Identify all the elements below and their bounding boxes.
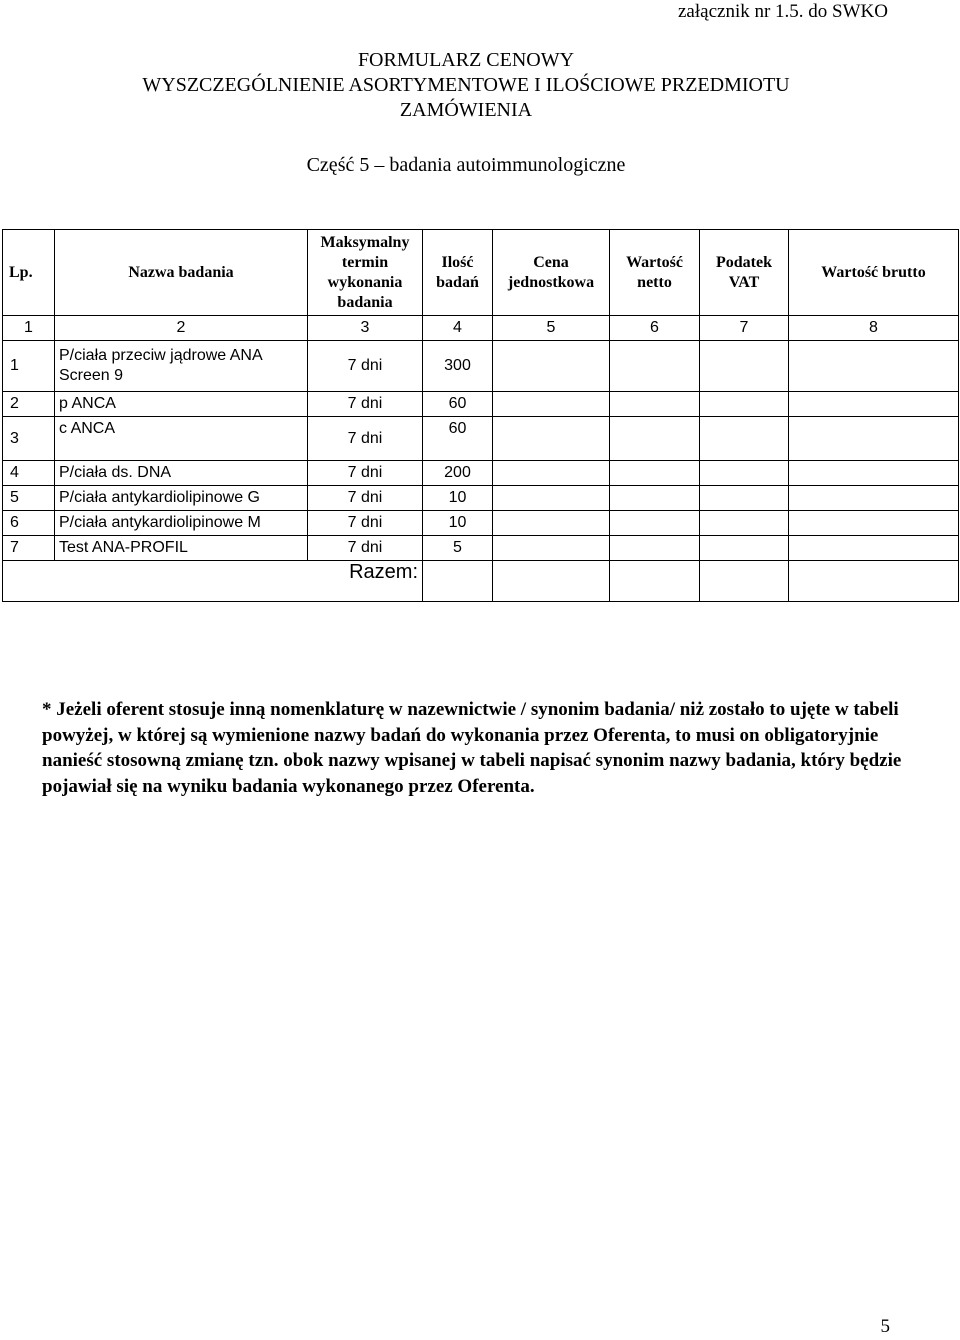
row-term: 7 dni bbox=[308, 461, 423, 486]
table-row bbox=[3, 486, 959, 511]
table-row bbox=[3, 341, 959, 392]
total-vat-cell[interactable] bbox=[700, 561, 789, 602]
row-net-cell[interactable] bbox=[610, 392, 700, 417]
row-gross-cell[interactable] bbox=[789, 392, 959, 417]
row-net-cell[interactable] bbox=[610, 511, 700, 536]
row-term: 7 dni bbox=[308, 417, 423, 461]
row-unit-price-cell[interactable] bbox=[493, 461, 610, 486]
row-net-cell[interactable] bbox=[610, 417, 700, 461]
total-unit-price-cell bbox=[493, 561, 610, 602]
row-lp: 7 bbox=[3, 536, 55, 561]
row-unit-price-cell[interactable] bbox=[493, 341, 610, 392]
row-vat-cell[interactable] bbox=[700, 392, 789, 417]
page-number: 5 bbox=[880, 1316, 890, 1337]
part-title: Część 5 – badania autoimmunologiczne bbox=[306, 154, 626, 176]
form-title-line: ZAMÓWIENIA bbox=[399, 99, 533, 121]
table-row bbox=[3, 392, 959, 417]
row-qty: 200 bbox=[423, 461, 493, 486]
row-net-cell[interactable] bbox=[610, 461, 700, 486]
row-name: P/ciała przeciw jądrowe ANA Screen 9 bbox=[55, 341, 308, 392]
row-qty: 5 bbox=[423, 536, 493, 561]
header-vat: Podatek VAT bbox=[700, 230, 789, 316]
row-gross-cell[interactable] bbox=[789, 536, 959, 561]
row-term: 7 dni bbox=[308, 392, 423, 417]
row-unit-price-cell[interactable] bbox=[493, 417, 610, 461]
column-number-row bbox=[3, 316, 959, 341]
column-number: 5 bbox=[493, 316, 610, 341]
table-row bbox=[3, 461, 959, 486]
column-number: 6 bbox=[610, 316, 700, 341]
form-title-line: WYSZCZEGÓLNIENIE ASORTYMENTOWE I ILOŚCIOWE PRZEDMIOTU bbox=[142, 74, 790, 96]
row-net-cell[interactable] bbox=[610, 341, 700, 392]
column-number: 1 bbox=[3, 316, 55, 341]
header-qty: Ilość badań bbox=[423, 230, 493, 316]
header-unit-price: Cena jednostkowa bbox=[493, 230, 610, 316]
row-qty: 60 bbox=[423, 392, 493, 417]
row-term: 7 dni bbox=[308, 511, 423, 536]
total-gross-cell[interactable] bbox=[789, 561, 959, 602]
column-number: 4 bbox=[423, 316, 493, 341]
row-name: p ANCA bbox=[55, 392, 308, 417]
row-unit-price-cell[interactable] bbox=[493, 486, 610, 511]
row-qty: 300 bbox=[423, 341, 493, 392]
header-gross: Wartość brutto bbox=[789, 230, 959, 316]
row-gross-cell[interactable] bbox=[789, 341, 959, 392]
row-lp: 2 bbox=[3, 392, 55, 417]
header-net: Wartość netto bbox=[610, 230, 700, 316]
row-name: c ANCA bbox=[55, 417, 308, 461]
total-label: Razem: bbox=[3, 561, 423, 602]
row-unit-price-cell[interactable] bbox=[493, 511, 610, 536]
row-qty: 10 bbox=[423, 486, 493, 511]
row-vat-cell[interactable] bbox=[700, 417, 789, 461]
row-term: 7 dni bbox=[308, 486, 423, 511]
column-number: 3 bbox=[308, 316, 423, 341]
row-vat-cell[interactable] bbox=[700, 461, 789, 486]
row-vat-cell[interactable] bbox=[700, 511, 789, 536]
table-row bbox=[3, 511, 959, 536]
attachment-label: załącznik nr 1.5. do SWKO bbox=[678, 1, 888, 22]
row-name: P/ciała ds. DNA bbox=[55, 461, 308, 486]
table-row bbox=[3, 417, 959, 461]
row-name: P/ciała antykardiolipinowe M bbox=[55, 511, 308, 536]
row-lp: 5 bbox=[3, 486, 55, 511]
nomenclature-note: * Jeżeli oferent stosuje inną nomenklaturę w nazewnictwie / synonim badania/ niż zostało to ujęte w tabeli powyżej, w której są wymienione nazwy badań do wykonania przez Oferenta, to musi on obligatoryjnie nanieść stosowną zmianę tzn. obok nazwy wpisanej w tabeli napisać synonim nazwy badania, który będzie pojawiał się na wyniku badania wykonanego przez Oferenta. bbox=[42, 699, 902, 797]
header-name: Nazwa badania bbox=[55, 230, 308, 316]
row-term: 7 dni bbox=[308, 536, 423, 561]
row-qty: 10 bbox=[423, 511, 493, 536]
row-lp: 4 bbox=[3, 461, 55, 486]
row-name: Test ANA-PROFIL bbox=[55, 536, 308, 561]
column-number: 7 bbox=[700, 316, 789, 341]
row-vat-cell[interactable] bbox=[700, 341, 789, 392]
row-lp: 6 bbox=[3, 511, 55, 536]
row-vat-cell[interactable] bbox=[700, 536, 789, 561]
row-qty: 60 bbox=[423, 417, 493, 461]
table-row bbox=[3, 536, 959, 561]
header-term: Maksymalny termin wykonania badania bbox=[308, 230, 423, 316]
form-title-line: FORMULARZ CENOWY bbox=[357, 49, 575, 71]
column-number: 8 bbox=[789, 316, 959, 341]
total-qty-cell bbox=[423, 561, 493, 602]
total-row bbox=[3, 561, 959, 602]
row-name: P/ciała antykardiolipinowe G bbox=[55, 486, 308, 511]
row-term: 7 dni bbox=[308, 341, 423, 392]
header-lp: Lp. bbox=[3, 230, 55, 316]
total-net-cell[interactable] bbox=[610, 561, 700, 602]
row-lp: 3 bbox=[3, 417, 55, 461]
row-unit-price-cell[interactable] bbox=[493, 392, 610, 417]
row-gross-cell[interactable] bbox=[789, 417, 959, 461]
row-gross-cell[interactable] bbox=[789, 511, 959, 536]
row-gross-cell[interactable] bbox=[789, 461, 959, 486]
row-net-cell[interactable] bbox=[610, 536, 700, 561]
row-unit-price-cell[interactable] bbox=[493, 536, 610, 561]
row-gross-cell[interactable] bbox=[789, 486, 959, 511]
row-vat-cell[interactable] bbox=[700, 486, 789, 511]
form-title bbox=[0, 48, 932, 123]
row-net-cell[interactable] bbox=[610, 486, 700, 511]
price-table bbox=[2, 229, 959, 602]
row-lp: 1 bbox=[3, 341, 55, 392]
table-header-row bbox=[3, 230, 959, 316]
column-number: 2 bbox=[55, 316, 308, 341]
